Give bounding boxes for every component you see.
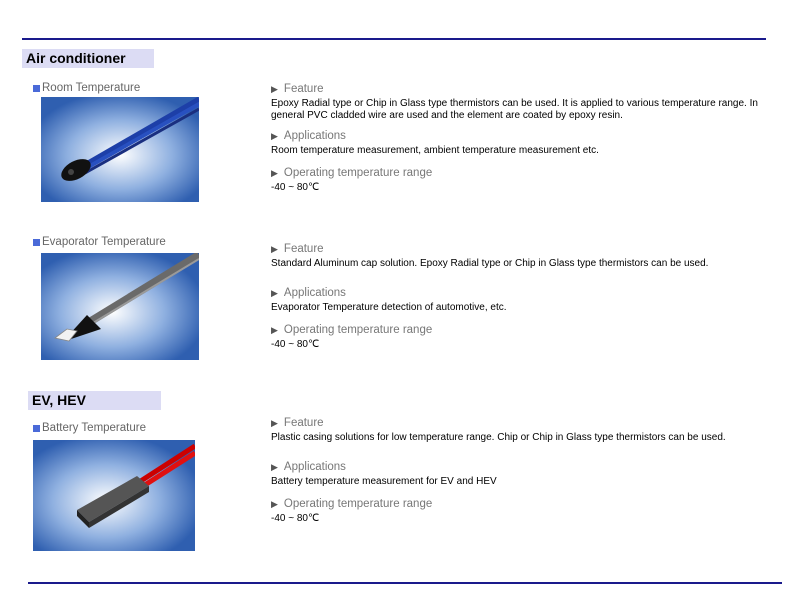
battery-temperature-info xyxy=(271,417,771,525)
triangle-right-icon: ▶ xyxy=(271,417,278,428)
feature-text: Standard Aluminum cap solution. Epoxy Radial type or Chip in Glass type thermistors can be used. xyxy=(271,258,709,269)
range-text: -40 ~ 80℃ xyxy=(271,513,320,524)
range-heading: Operating temperature range xyxy=(283,167,433,179)
range-heading: Operating temperature range xyxy=(283,498,433,510)
applications-heading: Applications xyxy=(283,130,346,142)
applications-text: Room temperature measurement, ambient temperature measurement etc. xyxy=(271,145,599,156)
feature-text: Plastic casing solutions for low temperature range. Chip or Chip in Glass type thermistors can be used. xyxy=(271,432,726,443)
evaporator-sensor-image xyxy=(41,253,199,360)
room-sensor-image xyxy=(41,97,199,202)
item-label-text: Evaporator Temperature xyxy=(42,236,166,248)
feature-heading: Feature xyxy=(283,417,324,429)
triangle-right-icon: ▶ xyxy=(271,287,278,298)
item-label-text: Room Temperature xyxy=(42,82,141,94)
blue-square-icon xyxy=(33,425,40,432)
top-divider xyxy=(22,38,766,40)
blue-square-icon xyxy=(33,239,40,246)
applications-heading: Applications xyxy=(283,287,346,299)
item-label-battery-temperature xyxy=(33,422,146,434)
item-label-room-temperature xyxy=(33,82,140,94)
battery-sensor-image xyxy=(33,440,195,551)
bottom-divider xyxy=(28,582,782,584)
feature-heading: Feature xyxy=(283,243,324,255)
applications-text: Evaporator Temperature detection of automotive, etc. xyxy=(271,302,507,313)
triangle-right-icon: ▶ xyxy=(271,324,278,335)
triangle-right-icon: ▶ xyxy=(271,83,278,94)
range-heading: Operating temperature range xyxy=(283,324,433,336)
feature-text: Epoxy Radial type or Chip in Glass type thermistors can be used. It is applied to various temperature range. In general PVC cladded wire are used and the element are coated by epoxy resin. xyxy=(271,98,758,121)
feature-heading: Feature xyxy=(283,83,324,95)
section-title-ev-hev: EV, HEV xyxy=(28,391,161,410)
triangle-right-icon: ▶ xyxy=(271,243,278,254)
triangle-right-icon: ▶ xyxy=(271,461,278,472)
room-temperature-info xyxy=(271,83,771,194)
triangle-right-icon: ▶ xyxy=(271,167,278,178)
blue-square-icon xyxy=(33,85,40,92)
range-text: -40 ~ 80℃ xyxy=(271,339,320,350)
item-label-evaporator-temperature xyxy=(33,236,166,248)
range-text: -40 ~ 80℃ xyxy=(271,182,320,193)
applications-heading: Applications xyxy=(283,461,346,473)
evaporator-temperature-info xyxy=(271,243,771,351)
triangle-right-icon: ▶ xyxy=(271,498,278,509)
applications-text: Battery temperature measurement for EV and HEV xyxy=(271,476,497,487)
section-title-air-conditioner: Air conditioner xyxy=(22,49,154,68)
item-label-text: Battery Temperature xyxy=(42,422,146,434)
triangle-right-icon: ▶ xyxy=(271,130,278,141)
